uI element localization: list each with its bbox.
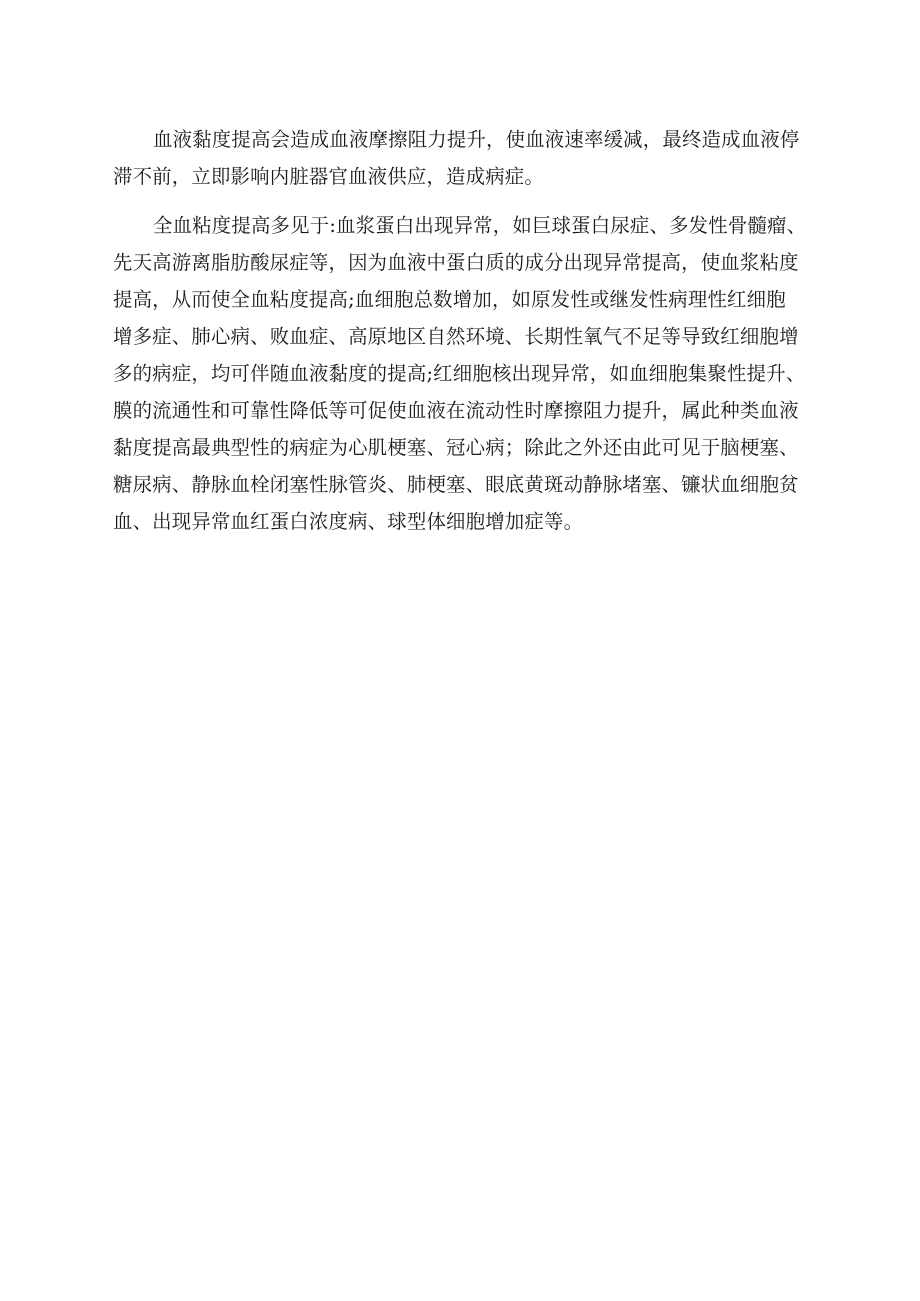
text-line: 滞不前，立即影响内脏器官血液供应，造成病症。 [113, 165, 544, 188]
text-line: 血液黏度提高会造成血液摩擦阻力提升，使血液速率缓减，最终造成血液停 [153, 128, 800, 151]
text-line: 增多症、肺心病、败血症、高原地区自然环境、长期性氧气不足等导致红细胞增 [113, 325, 799, 348]
text-line: 糖尿病、静脉血栓闭塞性脉管炎、肺梗塞、眼底黄斑动静脉堵塞、镰状血细胞贫 [113, 473, 799, 496]
text-line: 全血粘度提高多见于:血浆蛋白出现异常，如巨球蛋白尿症、多发性骨髓瘤、 [153, 214, 807, 237]
paragraph-1 [113, 121, 813, 195]
text-line: 先天高游离脂肪酸尿症等，因为血液中蛋白质的成分出现异常提高，使血浆粘度 [113, 251, 799, 274]
document-body [113, 121, 813, 540]
paragraph-2 [113, 207, 813, 540]
text-line: 血、出现异常血红蛋白浓度病、球型体细胞增加症等。 [113, 510, 584, 533]
text-line: 提高，从而使全血粘度提高;血细胞总数增加，如原发性或继发性病理性红细胞 [113, 288, 786, 311]
text-line: 黏度提高最典型性的病症为心肌梗塞、冠心病；除此之外还由此可见于脑梗塞、 [113, 436, 799, 459]
text-line: 多的病症，均可伴随血液黏度的提高;红细胞核出现异常，如血细胞集聚性提升、 [113, 362, 806, 385]
paragraph-spacer [113, 195, 813, 207]
text-line: 膜的流通性和可靠性降低等可促使血液在流动性时摩擦阻力提升，属此种类血液 [113, 399, 799, 422]
